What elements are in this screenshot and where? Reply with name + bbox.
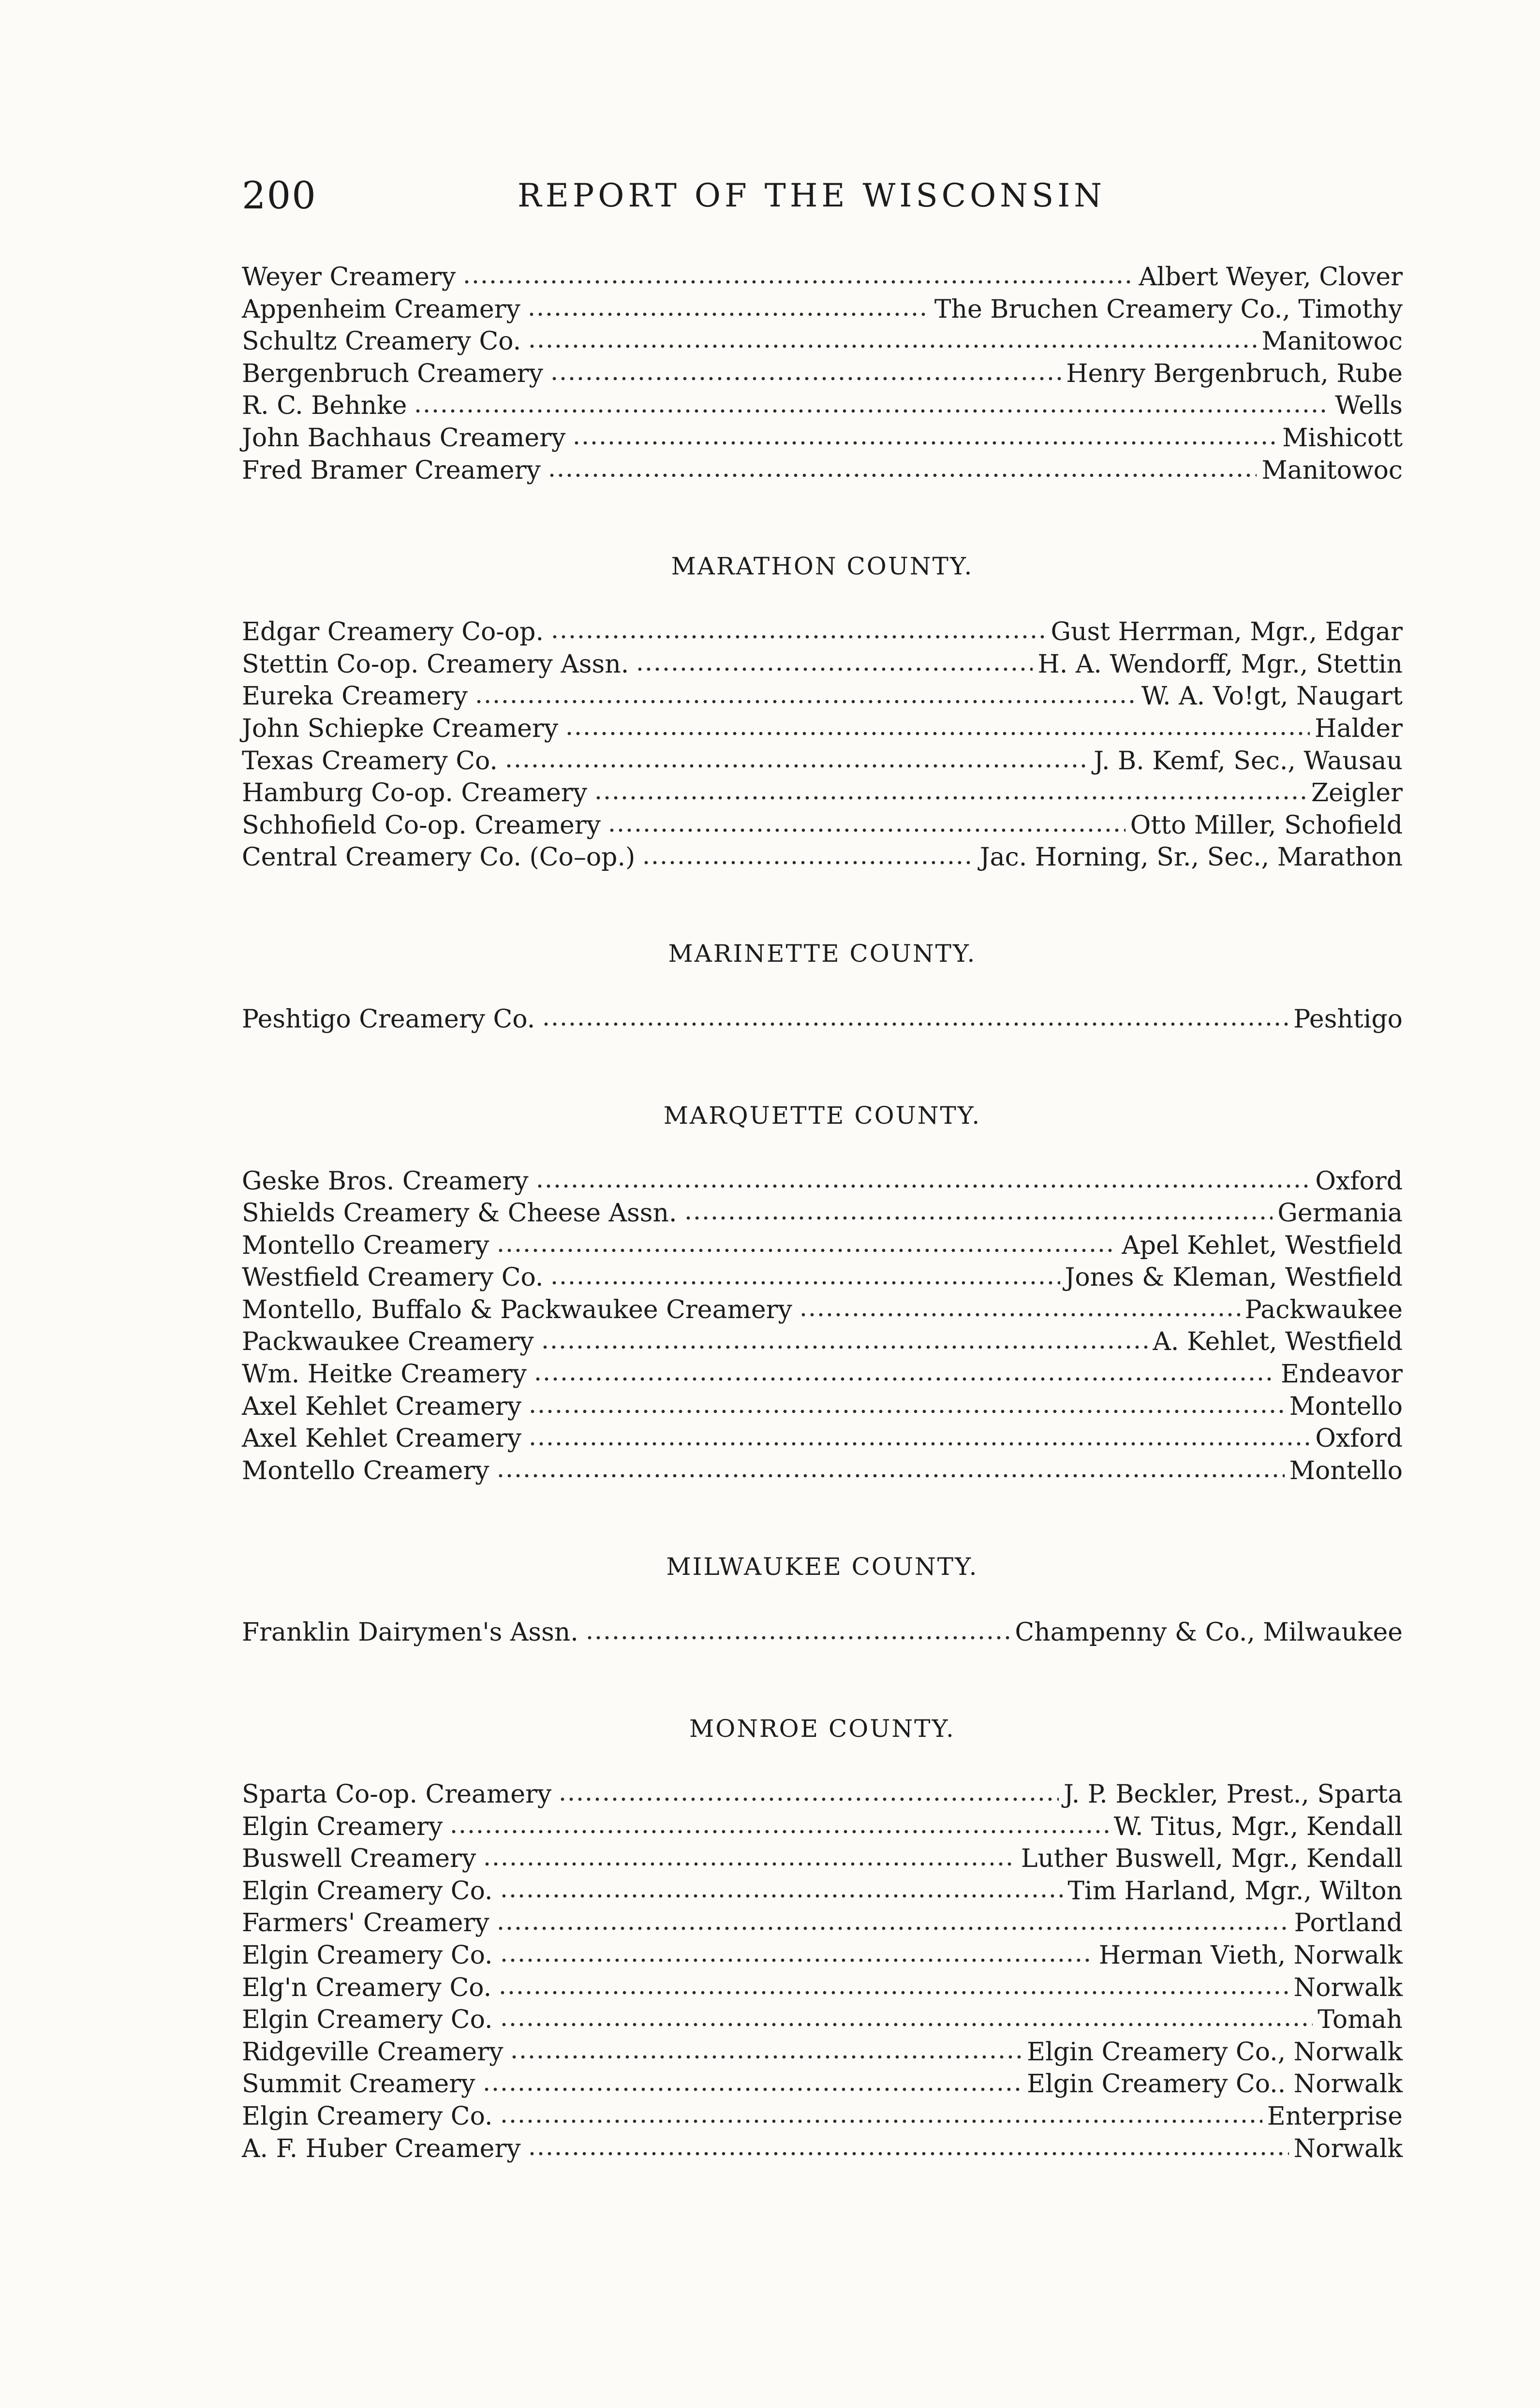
- creamery-name: Franklin Dairymen's Assn.: [242, 1618, 578, 1647]
- creamery-name: Geske Bros. Creamery: [242, 1166, 529, 1196]
- list-item: [242, 358, 1403, 390]
- dot-leader: [542, 1021, 1288, 1027]
- dot-leader: [533, 1376, 1276, 1382]
- list-item: [242, 713, 1403, 745]
- running-title: REPORT OF THE WISCONSIN: [518, 177, 1106, 214]
- creamery-location: Norwalk: [1293, 1973, 1403, 2002]
- creamery-location: Henry Bergenbruch, Rube: [1066, 359, 1403, 388]
- dot-leader: [482, 2086, 1022, 2092]
- creamery-location: Apel Kehlet, Westfield: [1122, 1231, 1403, 1260]
- dot-leader: [500, 2118, 1262, 2124]
- list-item: [242, 1197, 1403, 1230]
- creamery-name: Westfield Creamery Co.: [242, 1263, 544, 1292]
- creamery-location: Portland: [1294, 1909, 1403, 1938]
- county-section: [242, 1165, 1403, 1487]
- creamery-name: Edgar Creamery Co-op.: [242, 617, 544, 647]
- dot-leader: [572, 440, 1277, 446]
- dot-leader: [496, 1248, 1117, 1253]
- creamery-name: Axel Kehlet Creamery: [242, 1392, 522, 1421]
- creamery-location: Mishicott: [1282, 423, 1403, 453]
- list-item: [242, 325, 1403, 358]
- creamery-name: Farmers' Creamery: [242, 1909, 489, 1938]
- dot-leader: [607, 827, 1125, 833]
- creamery-location: The Bruchen Creamery Co., Timothy: [934, 294, 1403, 324]
- creamery-location: Tim Harland, Mgr., Wilton: [1067, 1876, 1403, 1906]
- creamery-name: Schultz Creamery Co.: [242, 327, 521, 356]
- dot-leader: [558, 1796, 1059, 1802]
- dot-leader: [500, 2022, 1313, 2027]
- dot-leader: [504, 763, 1089, 769]
- list-item: [242, 777, 1403, 809]
- dot-leader: [498, 1990, 1289, 1996]
- dot-leader: [550, 1280, 1060, 1286]
- creamery-location: J. B. Kemf, Sec., Wausau: [1094, 746, 1403, 776]
- creamery-name: Bergenbruch Creamery: [242, 359, 543, 388]
- creamery-name: Summit Creamery: [242, 2070, 475, 2099]
- creamery-name: Sparta Co-op. Creamery: [242, 1780, 552, 1809]
- creamery-location: Endeavor: [1280, 1360, 1403, 1389]
- creamery-name: Peshtigo Creamery Co.: [242, 1004, 535, 1034]
- dot-leader: [528, 1441, 1310, 1447]
- dot-leader: [414, 408, 1330, 414]
- county-section: [242, 616, 1403, 874]
- creamery-location: J. P. Beckler, Prest., Sparta: [1063, 1780, 1403, 1809]
- list-item: [242, 1843, 1403, 1875]
- dot-leader: [594, 795, 1306, 801]
- dot-leader: [799, 1312, 1240, 1318]
- dot-leader: [636, 666, 1033, 672]
- list-item: [242, 809, 1403, 842]
- dot-leader: [474, 699, 1137, 705]
- creamery-name: Central Creamery Co. (Co–op.): [242, 843, 636, 872]
- creamery-name: Elgin Creamery Co.: [242, 2101, 493, 2131]
- creamery-name: John Bachhaus Creamery: [242, 423, 566, 453]
- dot-leader: [527, 311, 930, 317]
- list-item: [242, 680, 1403, 713]
- creamery-location: Norwalk: [1293, 2134, 1403, 2163]
- dot-leader: [496, 1925, 1289, 1931]
- creamery-name: Shields Creamery & Cheese Assn.: [242, 1199, 677, 1228]
- creamery-location: Otto Miller, Schofield: [1130, 810, 1403, 840]
- creamery-location: Jones & Kleman, Westfield: [1065, 1263, 1403, 1292]
- creamery-location: Montello: [1289, 1392, 1403, 1421]
- county-heading: MARINETTE COUNTY.: [668, 939, 977, 968]
- list-item: [242, 2133, 1403, 2165]
- creamery-location: W. Titus, Mgr., Kendall: [1113, 1812, 1403, 1841]
- dot-leader: [684, 1215, 1273, 1221]
- listing-body: [242, 261, 1403, 2165]
- dot-leader: [528, 343, 1257, 349]
- dot-leader: [528, 2151, 1289, 2157]
- list-item: [242, 2068, 1403, 2100]
- county-section: [242, 1616, 1403, 1649]
- list-item: [242, 841, 1403, 874]
- county-section: [242, 1778, 1403, 2165]
- list-item: [242, 1778, 1403, 1811]
- list-item: [242, 390, 1403, 422]
- creamery-name: A. F. Huber Creamery: [242, 2134, 521, 2163]
- dot-leader: [548, 472, 1257, 478]
- creamery-name: Montello, Buffalo & Packwaukee Creamery: [242, 1295, 792, 1324]
- creamery-location: Tomah: [1318, 2005, 1403, 2035]
- creamery-location: Montello: [1289, 1456, 1403, 1485]
- list-item: [242, 648, 1403, 681]
- creamery-location: Germania: [1277, 1199, 1403, 1228]
- top-entries: [242, 261, 1403, 486]
- creamery-location: H. A. Wendorff, Mgr., Stettin: [1037, 649, 1403, 679]
- list-item: [242, 1616, 1403, 1649]
- creamery-name: Montello Creamery: [242, 1456, 489, 1485]
- creamery-location: Champenny & Co., Milwaukee: [1015, 1618, 1403, 1647]
- list-item: [242, 616, 1403, 648]
- creamery-name: Stettin Co-op. Creamery Assn.: [242, 649, 629, 679]
- list-item: [242, 1391, 1403, 1423]
- creamery-name: Elgin Creamery Co.: [242, 2005, 493, 2035]
- list-item: [242, 1358, 1403, 1391]
- creamery-location: Herman Vieth, Norwalk: [1098, 1941, 1403, 1970]
- list-item: [242, 1230, 1403, 1262]
- creamery-location: Oxford: [1315, 1424, 1403, 1454]
- list-item: [242, 745, 1403, 778]
- creamery-name: Texas Creamery Co.: [242, 746, 498, 776]
- creamery-location: Oxford: [1315, 1166, 1403, 1196]
- county-heading: MARATHON COUNTY.: [671, 552, 974, 581]
- creamery-location: Enterprise: [1267, 2101, 1403, 2131]
- creamery-location: Peshtigo: [1293, 1004, 1403, 1034]
- list-item: [242, 1294, 1403, 1326]
- creamery-location: Albert Weyer, Clover: [1139, 263, 1403, 292]
- dot-leader: [496, 1473, 1285, 1479]
- list-item: [242, 1423, 1403, 1455]
- dot-leader: [565, 731, 1310, 736]
- county-heading: MILWAUKEE COUNTY.: [666, 1553, 978, 1581]
- list-item: [242, 1003, 1403, 1036]
- creamery-name: Hamburg Co-op. Creamery: [242, 778, 588, 808]
- list-item: [242, 1972, 1403, 2004]
- list-item: [242, 2100, 1403, 2133]
- creamery-name: Buswell Creamery: [242, 1844, 476, 1874]
- creamery-location: Halder: [1315, 714, 1403, 743]
- dot-leader: [585, 1635, 1010, 1641]
- creamery-location: Elgin Creamery Co.. Norwalk: [1027, 2070, 1403, 2099]
- list-item: [242, 1875, 1403, 1908]
- dot-leader: [550, 376, 1061, 382]
- list-item: [242, 1811, 1403, 1843]
- creamery-name: Elgin Creamery Co.: [242, 1941, 493, 1970]
- dot-leader: [541, 1344, 1148, 1350]
- list-item: [242, 1455, 1403, 1487]
- creamery-location: Manitowoc: [1261, 327, 1403, 356]
- creamery-location: W. A. Vo!gt, Naugart: [1141, 682, 1403, 711]
- creamery-location: Manitowoc: [1261, 455, 1403, 485]
- creamery-name: R. C. Behnke: [242, 391, 407, 421]
- list-item: [242, 1262, 1403, 1294]
- list-item: [242, 2004, 1403, 2036]
- creamery-name: Elgin Creamery Co.: [242, 1876, 493, 1906]
- dot-leader: [462, 279, 1134, 285]
- creamery-name: Elg'n Creamery Co.: [242, 1973, 492, 2002]
- creamery-name: Eureka Creamery: [242, 682, 468, 711]
- creamery-location: Packwaukee: [1244, 1295, 1403, 1324]
- creamery-name: Elgin Creamery: [242, 1812, 443, 1841]
- creamery-name: Ridgeville Creamery: [242, 2037, 503, 2067]
- creamery-name: Axel Kehlet Creamery: [242, 1424, 522, 1454]
- page-header: [242, 174, 1403, 222]
- dot-leader: [535, 1183, 1311, 1189]
- creamery-name: Fred Bramer Creamery: [242, 455, 541, 485]
- dot-leader: [483, 1861, 1016, 1867]
- creamery-name: John Schiepke Creamery: [242, 714, 559, 743]
- creamery-name: Weyer Creamery: [242, 263, 456, 292]
- dot-leader: [500, 1957, 1094, 1963]
- list-item: [242, 422, 1403, 455]
- list-item: [242, 294, 1403, 326]
- list-item: [242, 1939, 1403, 1972]
- dot-leader: [528, 1409, 1285, 1414]
- creamery-location: Zeigler: [1311, 778, 1403, 808]
- list-item: [242, 1165, 1403, 1198]
- county-heading: MONROE COUNTY.: [689, 1715, 955, 1743]
- creamery-location: Elgin Creamery Co., Norwalk: [1027, 2037, 1403, 2067]
- dot-leader: [500, 1893, 1063, 1899]
- list-item: [242, 455, 1403, 487]
- list-item: [242, 1907, 1403, 1939]
- dot-leader: [642, 860, 975, 866]
- creamery-location: Gust Herrman, Mgr., Edgar: [1051, 617, 1403, 647]
- list-item: [242, 261, 1403, 294]
- creamery-location: Wells: [1335, 391, 1403, 421]
- creamery-name: Appenheim Creamery: [242, 294, 520, 324]
- county-section: [242, 1003, 1403, 1036]
- creamery-name: Wm. Heitke Creamery: [242, 1360, 527, 1389]
- county-heading: MARQUETTE COUNTY.: [663, 1101, 981, 1130]
- creamery-location: Jac. Horning, Sr., Sec., Marathon: [979, 843, 1403, 872]
- creamery-location: A. Kehlet, Westfield: [1153, 1327, 1403, 1357]
- creamery-name: Packwaukee Creamery: [242, 1327, 534, 1357]
- list-item: [242, 2036, 1403, 2069]
- creamery-name: Schhofield Co-op. Creamery: [242, 810, 601, 840]
- dot-leader: [449, 1829, 1109, 1835]
- creamery-name: Montello Creamery: [242, 1231, 489, 1260]
- dot-leader: [550, 634, 1046, 640]
- dot-leader: [510, 2054, 1022, 2060]
- page-number: 200: [242, 174, 317, 218]
- list-item: [242, 1326, 1403, 1358]
- creamery-location: Luther Buswell, Mgr., Kendall: [1021, 1844, 1403, 1874]
